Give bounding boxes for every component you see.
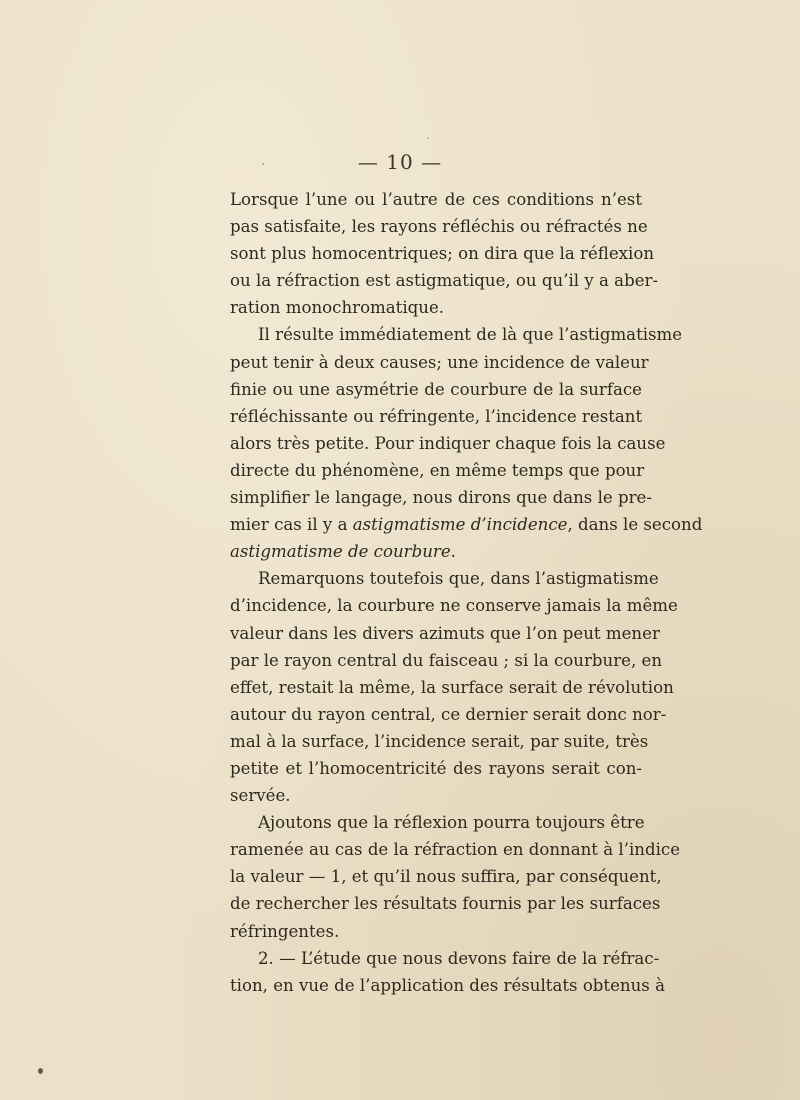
text-line: simplifier le langage, nous dirons que dans le pre- (230, 488, 652, 508)
paragraph-start-line: Remarquons toutefois que, dans l’astigmatisme (258, 569, 659, 589)
text-line: de rechercher les résultats fournis par les surfaces (230, 894, 661, 914)
paragraph-start-line: Il résulte immédiatement de là que l’astigmatisme (258, 325, 683, 345)
text-line: alors très petite. Pour indiquer chaque fois la cause (230, 433, 666, 453)
paper-speck (427, 137, 429, 139)
text-line: valeur dans les divers azimuts que l’on peut mener (230, 623, 660, 643)
italic-term: astigmatisme d’incidence (352, 515, 568, 535)
text-line: d’incidence, la courbure ne conserve jamais la même (230, 596, 678, 616)
text-line: ramenée au cas de la réfraction en donnant à l’indice (230, 840, 681, 860)
text-line: sont plus homocentriques; on dira que la réflexion (230, 244, 655, 264)
paragraph-start-line: Ajoutons que la réflexion pourra toujours être (258, 813, 645, 833)
text-line: peut tenir à deux causes; une incidence de valeur (230, 352, 649, 372)
text-line: tion, en vue de l’application des résultats obtenus à (230, 975, 665, 995)
paper-speck (262, 163, 264, 165)
text-line: autour du rayon central, ce dernier serait donc nor- (230, 704, 667, 724)
text-line: finie ou une asymétrie de courbure de la surface (230, 379, 642, 399)
body-text (230, 186, 703, 999)
text-line: réfléchissante ou réfringente, l’incidence restant (230, 406, 643, 426)
text-line: réfringentes. (230, 921, 340, 941)
text-line: ou la réfraction est astigmatique, ou qu’il y a aber- (230, 271, 659, 291)
text-line: la valeur — 1, et qu’il nous suffira, par conséquent, (230, 867, 662, 887)
text-line: Lorsque l’une ou l’autre de ces conditions n’est (230, 190, 642, 209)
text-line: astigmatisme de courbure. (230, 542, 456, 562)
text-line: mal à la surface, l’incidence serait, par suite, très (230, 731, 649, 751)
page-number: — 10 — (357, 150, 443, 174)
paper-speck (38, 1068, 43, 1074)
italic-term: astigmatisme de courbure (230, 542, 451, 562)
text-line: par le rayon central du faisceau ; si la courbure, en (230, 650, 663, 670)
paragraph-start-line: 2. — L’étude que nous devons faire de la réfrac- (258, 948, 660, 968)
text-line: directe du phénomène, en même temps que pour (230, 460, 645, 480)
text-line: mier cas il y a astigmatisme d’incidence, dans le second (230, 515, 703, 535)
text-line: pas satisfaite, les rayons réfléchis ou réfractés ne (230, 217, 648, 237)
text-line: servée. (230, 786, 291, 806)
text-line: effet, restait la même, la surface serait de révolution (230, 677, 674, 697)
text-line: petite et l’homocentricité des rayons serait con- (230, 758, 642, 778)
text-line: ration monochromatique. (230, 298, 445, 318)
